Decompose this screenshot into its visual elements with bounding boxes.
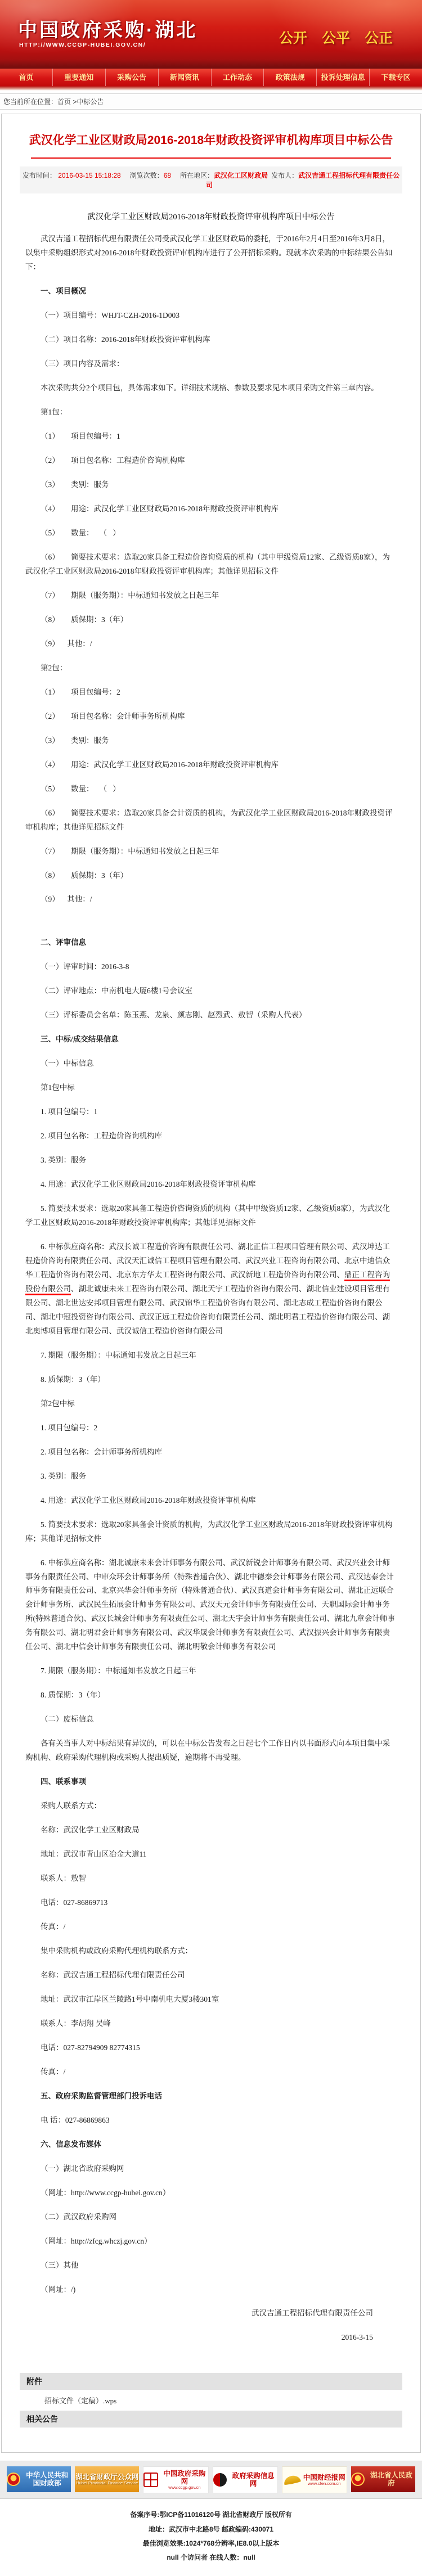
attachments-header: 附件: [20, 2373, 402, 2390]
publisher-label: 发布人：: [271, 172, 299, 180]
paragraph: 电话：027-82794909 82774315: [41, 2043, 140, 2052]
paragraph: （三）评标委员会名单：陈玉燕、龙泉、颜志刚、赵烈武、敖智（采购人代表）: [41, 1011, 307, 1020]
footer-logo-subtext: Hubei Provincial Finance Service: [76, 2480, 138, 2486]
paragraph: （网址：http://zfcg.whczj.gov.cn）: [41, 2236, 152, 2245]
ccgp-seal-icon: [143, 2473, 158, 2487]
paragraph: （一）湖北省政府采购网: [41, 2164, 124, 2173]
paragraph: 各有关当事人对中标结果有异议的，可以在中标公告发布之日起七个工作日内以书面形式向本项目集中采购机构、政府采购代理机构或采购人提出质疑，逾期将不再受理。: [25, 1739, 390, 1762]
paragraph: （7） 期限（服务期）：中标通知书发放之日起三年: [41, 846, 219, 855]
paragraph: （7） 期限（服务期）：中标通知书发放之日起三年: [41, 591, 219, 600]
attachments-section: [2, 2373, 420, 2450]
nav-item-下载专区[interactable]: 下载专区: [381, 73, 411, 82]
paragraph: 传真：/: [41, 1922, 66, 1931]
paragraph: 传真：/: [41, 2067, 66, 2076]
breadcrumb-current-link[interactable]: 中标公告: [77, 98, 104, 106]
paragraph: （二）评审地点：中南机电大厦6楼1号会议室: [41, 987, 192, 996]
paragraph: 联系人：李胡翔 吴峰: [41, 2019, 111, 2028]
footer-line: 地址：武汉市中北路8号 邮政编码:430071: [148, 2525, 274, 2533]
section-heading: 六、信息发布媒体: [41, 2140, 101, 2149]
section-heading: 一、项目概况: [41, 287, 86, 296]
footer-text: [0, 2499, 422, 2576]
paragraph: 地址：武汉市江岸区兰陵路1号中南机电大厦3楼301室: [41, 1994, 219, 2003]
footer-logo-label: 中国财经报网 www.cfen.com.cn: [303, 2473, 345, 2487]
underlined-supplier: 鼎正工程咨询股份有限公司: [25, 1271, 390, 1295]
views-value: 68: [163, 172, 172, 180]
attachment-link[interactable]: [44, 2397, 116, 2405]
breadcrumb-home-link[interactable]: 首页: [57, 98, 71, 106]
section-heading: 二、评审信息: [41, 938, 86, 947]
paragraph: （2） 项目包名称：会计师事务所机构库: [41, 711, 185, 720]
nav-item-投诉处理信息[interactable]: 投诉处理信息: [317, 69, 370, 86]
paragraph: 2. 项目包名称：工程造价咨询机构库: [41, 1132, 162, 1141]
paragraph: 集中采购机构或政府采购代理机构联系方式：: [41, 1946, 192, 1955]
footer-logo-band: [0, 2461, 422, 2499]
paragraph: （1） 项目包编号：1: [41, 432, 120, 441]
content-box: [1, 114, 421, 2453]
paragraph: （4） 用途：武汉化学工业区财政局2016-2018年财政投资评审机构库: [41, 760, 279, 769]
footer-logo-label: 中国政府采购网 www.ccgp.gov.cn: [161, 2470, 208, 2491]
paragraph: 名称：武汉化学工业区财政局: [41, 1826, 140, 1835]
footer-logo-hubei-finance[interactable]: [75, 2466, 139, 2492]
paragraph: （5） 数量： （ ）: [41, 528, 120, 537]
publisher-value: 武汉吉通工程招标代理有限责任公司: [205, 172, 400, 190]
nav-item-工作动态[interactable]: 工作动态: [212, 69, 264, 86]
paragraph: 5. 简要技术要求：选取20家具备会计资质的机构，为武汉化学工业区财政局2016-2018年财政投资评审机构库；其他详见招标文件: [25, 1520, 393, 1543]
paragraph: 8. 质保期：3（年）: [41, 1691, 105, 1700]
paragraph: （1） 项目包编号：2: [41, 687, 120, 696]
paragraph: 武汉吉通工程招标代理有限责任公司: [252, 2309, 373, 2318]
footer-line: 备案序号:鄂ICP备11016120号 湖北省财政厅 版权所有: [130, 2511, 292, 2519]
region-label: 所在地区：: [180, 172, 214, 180]
footer-logo-cgp-info[interactable]: [213, 2466, 278, 2493]
paragraph: 地址：武汉市青山区冶金大道11: [41, 1850, 147, 1859]
hubei-gov-national-emblem-icon: [351, 2473, 365, 2486]
paragraph: （网址：/): [41, 2285, 76, 2294]
paragraph: （二）武汉政府采购网: [41, 2212, 116, 2221]
attachment-file-label: 招标文件（定稿）: [44, 2397, 104, 2406]
region-value: 武汉化工区财政局: [214, 172, 268, 180]
footer-line: 最佳浏览效果:1024*768分辨率,IE8.0以上版本: [142, 2539, 280, 2547]
mof-national-emblem-icon: [7, 2473, 20, 2486]
paragraph: 5. 简要技术要求：选取20家具备工程造价咨询资质的机构（其中甲级资质12家、乙级资质8家），为武汉化学工业区财政局2016-2018年财政投资评审机构库；其他详见招标文件: [25, 1204, 390, 1227]
cgp-info-round-icon: [213, 2473, 227, 2487]
paragraph: 本次采购共分2个项目包，具体需求如下。详细技术规格、参数及要求见本项目采购文件第三章内容。: [41, 384, 379, 393]
paragraph: 2. 项目包名称：会计师事务所机构库: [41, 1447, 162, 1456]
paragraph: [25, 917, 397, 926]
paragraph: 第1包中标: [41, 1083, 75, 1092]
paragraph: 名称：武汉吉通工程招标代理有限责任公司: [41, 1970, 185, 1979]
paragraph: 1. 项目包编号：1: [41, 1107, 98, 1116]
footer-logo-label: 中华人民共和国财政部: [26, 2471, 69, 2488]
nav-item-新闻资讯[interactable]: 新闻资讯: [159, 69, 212, 86]
paragraph: 电话：027-86869713: [41, 1898, 108, 1907]
paragraph: 第2包中标: [41, 1399, 75, 1408]
attachment-file-row: [20, 2390, 402, 2411]
article-subtitle: 武汉化学工业区财政局2016-2018年财政投资评审机构库项目中标公告: [87, 213, 335, 222]
paragraph: （8） 质保期：3（年）: [41, 615, 128, 624]
paragraph: 3. 类别：服务: [41, 1156, 86, 1165]
paragraph: （3） 类别：服务: [41, 736, 109, 745]
section-heading: 五、政府采购监督管理部门投诉电话: [41, 2091, 162, 2100]
paragraph: （3） 类别：服务: [41, 480, 109, 489]
related-announcements-empty: [2, 2428, 420, 2450]
title-divider: [31, 157, 391, 159]
nav-item-采购公告[interactable]: 采购公告: [106, 69, 159, 86]
cfen-swoosh-icon: [283, 2474, 301, 2485]
paragraph: （9） 其他：/: [41, 639, 92, 648]
breadcrumb-separator: >: [71, 98, 77, 106]
paragraph: 6. 中标供应商名称：武汉长诚工程造价咨询有限责任公司、湖北正信工程项目管理有限公司、武汉坤达工程造价咨询有限责任公司、武汉天汇诚信工程项目管理有限公司、武汉兴业工程咨询有限公司、北京中迪信众华工程造价咨询有限公司、北京东方华太工程咨询有限公司、武汉新地工程造价咨询有限公司、鼎正工程咨询股份有限公司、湖北诚康未来工程咨询有限公司、湖北天宇工程造价咨询有限公司、湖北信业建设项目管理有限公司、湖北世达安邦项目管理有限公司、武汉锦华工程造价咨询有限公司、湖北志成工程造价咨询有限公司、湖北中冠投资咨询有限公司、武汉正远工程造价咨询有限责任公司、湖北明君工程造价咨询有限公司、湖北奥博项目管理有限公司、武汉诚信工程造价咨询有限公司: [25, 1242, 390, 1335]
footer-logo-label: 湖北省人民政府: [370, 2471, 412, 2488]
section-heading: 三、中标/成交结果信息: [41, 1035, 119, 1044]
slogan-word: 公平: [321, 30, 350, 46]
attachment-file-ext: .wps: [103, 2397, 117, 2406]
slogan-word: 公开: [279, 30, 307, 46]
footer-logo-subtext: www.ccgp.gov.cn: [168, 2485, 201, 2491]
paragraph: 电 话：027-86869863: [41, 2115, 110, 2124]
footer-line: null 个访问者 在线人数：null: [167, 2553, 255, 2561]
banner-slogan: [279, 27, 393, 47]
paragraph: 7. 期限（服务期）：中标通知书发放之日起三年: [41, 1350, 196, 1359]
footer-logo-hubei-gov[interactable]: [351, 2466, 415, 2492]
paragraph: （6） 简要技术要求：选取20家具备工程造价咨询资质的机构（其中甲级资质12家、乙级资质8家），为武汉化学工业区财政局2016-2018年财政投资评审机构库；其他详见招标文件: [25, 552, 390, 575]
paragraph: 武汉吉通工程招标代理有限责任公司受武汉化学工业区财政局的委托，于2016年2月4日至2016年3月8日，以集中采购组织形式对2016-2018年财政投资评审机构库进行了公开招标采购。现就本次采购的中标结果公告如下：: [25, 235, 393, 272]
paragraph: （一）项目编号：WHJT-CZH-2016-1D003: [41, 311, 179, 320]
site-title: 中国政府采购·湖北: [18, 20, 198, 41]
nav-item-首页[interactable]: 首页: [0, 69, 53, 86]
footer-logo-cfen[interactable]: [282, 2466, 347, 2493]
paragraph: （4） 用途：武汉化学工业区财政局2016-2018年财政投资评审机构库: [41, 505, 279, 514]
paragraph: （8） 质保期：3（年）: [41, 871, 128, 880]
paragraph: 8. 质保期：3（年）: [41, 1375, 105, 1384]
paragraph: 联系人：敖智: [41, 1874, 86, 1883]
breadcrumb-label: 您当前所在位置：: [3, 98, 58, 106]
page-footer: [0, 2461, 422, 2576]
paragraph: （5） 数量： （ ）: [41, 784, 120, 793]
paragraph: 第2包：: [41, 663, 68, 672]
footer-logo-label: 湖北省财政厅公众网 Hubei Provincial Finance Service: [75, 2473, 139, 2486]
paragraph: （二）废标信息: [41, 1715, 94, 1724]
paragraph: （一）评审时间：2016-3-8: [41, 962, 129, 971]
footer-logo-mof[interactable]: [7, 2466, 71, 2492]
paragraph: （三）项目内容及需求：: [41, 359, 124, 368]
paragraph: 采购人联系方式：: [41, 1802, 101, 1811]
nav-item-政策法规[interactable]: 政策法规: [264, 69, 317, 86]
nav-fade-strip: [0, 86, 422, 91]
publish-time-label: 发布时间：: [22, 172, 59, 180]
paragraph: 3. 类别：服务: [41, 1471, 86, 1480]
main-nav: [0, 69, 422, 86]
paragraph: （网址：http://www.ccgp-hubei.gov.cn）: [41, 2188, 170, 2197]
paragraph: 4. 用途：武汉化学工业区财政局2016-2018年财政投资评审机构库: [41, 1180, 256, 1189]
article-meta: [20, 166, 402, 193]
paragraph: 4. 用途：武汉化学工业区财政局2016-2018年财政投资评审机构库: [41, 1496, 256, 1505]
publish-time-value: 2016-03-15 15:18:28: [58, 172, 121, 180]
paragraph: （2） 项目包名称：工程造价咨询机构库: [41, 456, 185, 465]
paragraph: 7. 期限（服务期）：中标通知书发放之日起三年: [41, 1667, 196, 1676]
paragraph: （二）项目名称：2016-2018年财政投资评审机构库: [41, 335, 210, 344]
paragraph: 第1包：: [41, 408, 68, 417]
article-body: [2, 232, 420, 2358]
paragraph: 1. 项目包编号：2: [41, 1423, 98, 1432]
site-banner: [0, 0, 422, 69]
footer-logo-ccgp[interactable]: [143, 2466, 208, 2493]
footer-logo-subtext: www.cfen.com.cn: [308, 2481, 341, 2487]
slogan-word: 公正: [364, 30, 393, 46]
paragraph: 6. 中标供应商名称：湖北诚康未来会计师事务有限公司、武汉新锐会计师事务有限公司、武汉兴业会计师事务有限责任公司、中审众环会计师事务所（特殊普通合伙）、湖北中德秦会计师事务有限公司、武汉达泰会计师事务有限责任公司、北京兴华会计师事务所（特殊普通合伙）、武汉真道会计师事务有限公司、湖北正远联合会计师事务所、武汉民生拓展会计师事务有限公司、武汉天元会计师事务有限责任公司、天职国际会计师事务所(特殊普通合伙)、武汉长城会计师事务有限责任公司、湖北天宇会计师事务有限责任公司、湖北九章会计师事务有限公司、湖北明君会计师事务有限公司、武汉华晟会计师事务有限责任公司、武汉振兴会计师事务有限责任公司、湖北中信会计师事务有限责任公司、湖北明敬会计师事务有限公司: [25, 1558, 395, 1651]
breadcrumb: [0, 93, 422, 110]
views-label: 浏览次数：: [129, 172, 164, 180]
paragraph: （6） 简要技术要求：选取20家具备会计资质的机构，为武汉化学工业区财政局2016-2018年财政投资评审机构库；其他详见招标文件: [25, 808, 393, 831]
section-heading: 四、联系事项: [41, 1777, 86, 1786]
paragraph: 2016-3-15: [341, 2333, 373, 2342]
site-url: HTTP://WWW.CCGP-HUBEI.GOV.CN/: [19, 42, 146, 48]
page-title: 武汉化学工业区财政局2016-2018年财政投资评审机构库项目中标公告: [29, 134, 393, 147]
nav-item-重要通知[interactable]: 重要通知: [53, 69, 106, 86]
footer-logo-label: 政府采购信息网: [232, 2472, 275, 2488]
paragraph: （9） 其他：/: [41, 895, 92, 904]
related-announcements-header: 相关公告: [20, 2411, 402, 2428]
paragraph: （一）中标信息: [41, 1059, 94, 1068]
paragraph: （三）其他: [41, 2260, 79, 2269]
